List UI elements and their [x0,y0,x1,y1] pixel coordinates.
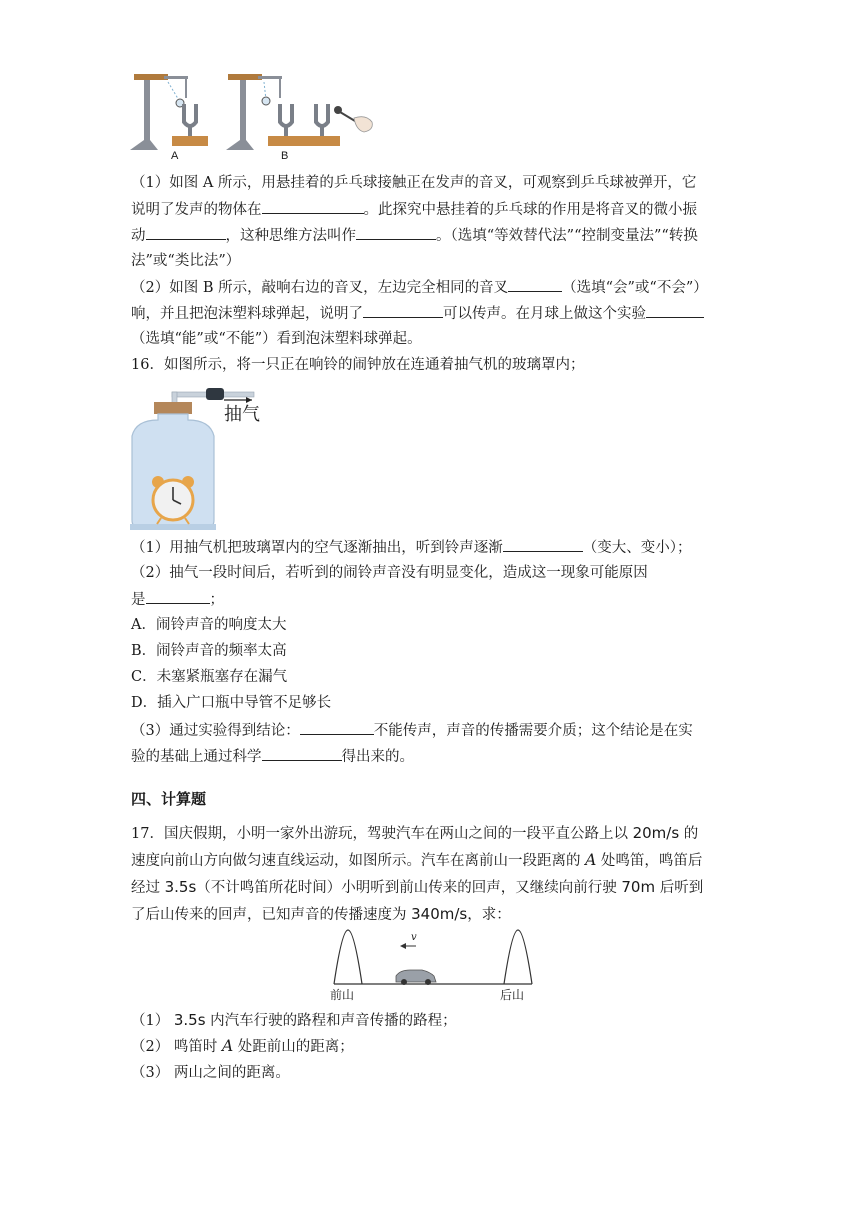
text: 速度向前山方向做匀速直线运动，如图所示。汽车在离前山一段距离的 [131,853,586,869]
text: 。（选填“等效替代法”“控制变量法”“转换 [436,228,698,244]
section-heading [131,789,206,809]
text: （不计鸣笛所花时间）小明听到前山传来的回声，又继续向前行驶 [196,880,622,896]
text: 得出来的。 [341,749,414,765]
text: 内汽车行驶的路程和声音传播的路程； [205,1013,457,1029]
text: C．未塞紧瓶塞存在漏气 [131,669,288,685]
q15-part1-line1 [131,173,696,193]
text: 动 [131,228,146,244]
tuning-fork-figure [128,70,378,166]
text: 。此探究中悬挂着的乒乓球的作用是将音叉的微小振 [363,202,697,218]
answer-blank[interactable] [262,199,364,214]
q17-sub3 [131,1063,290,1083]
q17-sub1 [131,1010,457,1031]
q17-sub2 [131,1036,354,1057]
text: 验的基础上通过科学 [131,749,262,765]
answer-blank[interactable] [508,277,562,292]
q16-part3-line2 [131,746,414,767]
answer-blank[interactable] [356,225,436,240]
text: （1）如图 A 所示，用悬挂着的乒乓球接触正在发声的音叉，可观察到乒乓球被弹开，它 [131,175,697,191]
q17-line3 [131,877,703,898]
q17-line1 [131,823,698,844]
math-time: 3.5s [173,1011,206,1029]
q17-line4 [131,904,511,925]
math-speed: 20m/s [632,824,680,842]
text: ，这种思维方法叫作 [225,228,356,244]
text: 是 [131,592,146,608]
text: （2）如图 B 所示，敲响右边的音叉，左边完全相同的音叉 [131,280,509,296]
text: 法”或“类比法”） [131,253,241,269]
text: （1） [131,1013,174,1029]
text: 四、计算题 [131,790,207,808]
back-mountain-label: 后山 [500,988,525,1002]
q15-part1-line4 [131,251,240,271]
mountain-diagram [328,926,536,1002]
answer-blank[interactable] [146,225,226,240]
answer-blank[interactable] [262,746,342,761]
q15-part2-line3 [131,329,422,349]
text: （2）抽气一段时间后，若听到的闹铃声音没有明显变化，造成这一现象可能原因 [131,565,648,581]
q16-part1 [131,537,691,558]
text: （变大、变小）； [582,540,692,556]
q17-line2 [131,850,702,871]
q15-part2-line2 [131,303,704,324]
text: 说明了发声的物体在 [131,202,262,218]
math-point: A [221,1037,234,1055]
text: 经过 [131,880,165,896]
q15-part1-line3 [131,225,698,246]
pump-label: 抽气 [224,404,260,425]
q16-part3-line1 [131,720,693,741]
answer-blank[interactable] [300,720,374,735]
q16-stem [131,355,584,375]
text: 响，并且把泡沫塑料球弹起，说明了 [131,306,363,322]
front-mountain-label: 前山 [330,988,355,1002]
q15-part2-line1 [131,277,708,298]
math-sound-speed: 340m/s [411,905,468,923]
q16-part2-line1 [131,563,648,583]
text: （2） 鸣笛时 [131,1039,222,1055]
text: B．闹铃声音的频率太高 [131,643,287,659]
text: 处鸣笛，鸣笛后 [596,853,703,869]
answer-blank[interactable] [146,589,210,604]
text: ，求： [467,907,511,923]
text: 17．国庆假期，小明一家外出游玩，驾驶汽车在两山之间的一段平直公路上以 [131,826,633,842]
text: 处距前山的距离； [233,1039,354,1055]
bell-jar-figure [128,380,268,532]
q16-option-a[interactable] [131,615,286,635]
text: （选填“能”或“不能”）看到泡沫塑料球弹起。 [131,331,422,347]
text: ； [209,592,224,608]
figure-label-b: B [281,150,289,162]
text: （选填“会”或“不会”） [562,280,708,296]
answer-blank[interactable] [363,303,443,318]
text: （1）用抽气机把玻璃罩内的空气逐渐抽出，听到铃声逐渐 [131,540,503,556]
text: 不能传声，声音的传播需要介质；这个结论是在实 [373,723,693,739]
answer-blank[interactable] [503,537,583,552]
q16-option-c[interactable] [131,667,287,687]
q15-part1-line2 [131,199,697,220]
text: 了后山传来的回声，已知声音的传播速度为 [131,907,412,923]
answer-blank[interactable] [646,303,704,318]
text: 16．如图所示，将一只正在响铃的闹钟放在连通着抽气机的玻璃罩内； [131,357,585,373]
q16-option-b[interactable] [131,641,287,661]
math-distance: 70m [621,878,656,896]
text: （3）通过实验得到结论： [131,723,300,739]
text: A．闹铃声音的响度太大 [131,617,287,633]
text: 后听到 [655,880,704,896]
q16-part2-line2 [131,589,224,610]
text: 可以传声。在月球上做这个实验 [443,306,646,322]
velocity-label: v [411,932,417,943]
text: 的 [679,826,699,842]
text: （3） 两山之间的距离。 [131,1065,290,1081]
math-time: 3.5s [164,878,197,896]
figure-label-a: A [171,150,179,162]
q16-option-d[interactable] [131,693,331,713]
math-point: A [585,851,597,869]
text: D．插入广口瓶中导管不足够长 [131,695,332,711]
